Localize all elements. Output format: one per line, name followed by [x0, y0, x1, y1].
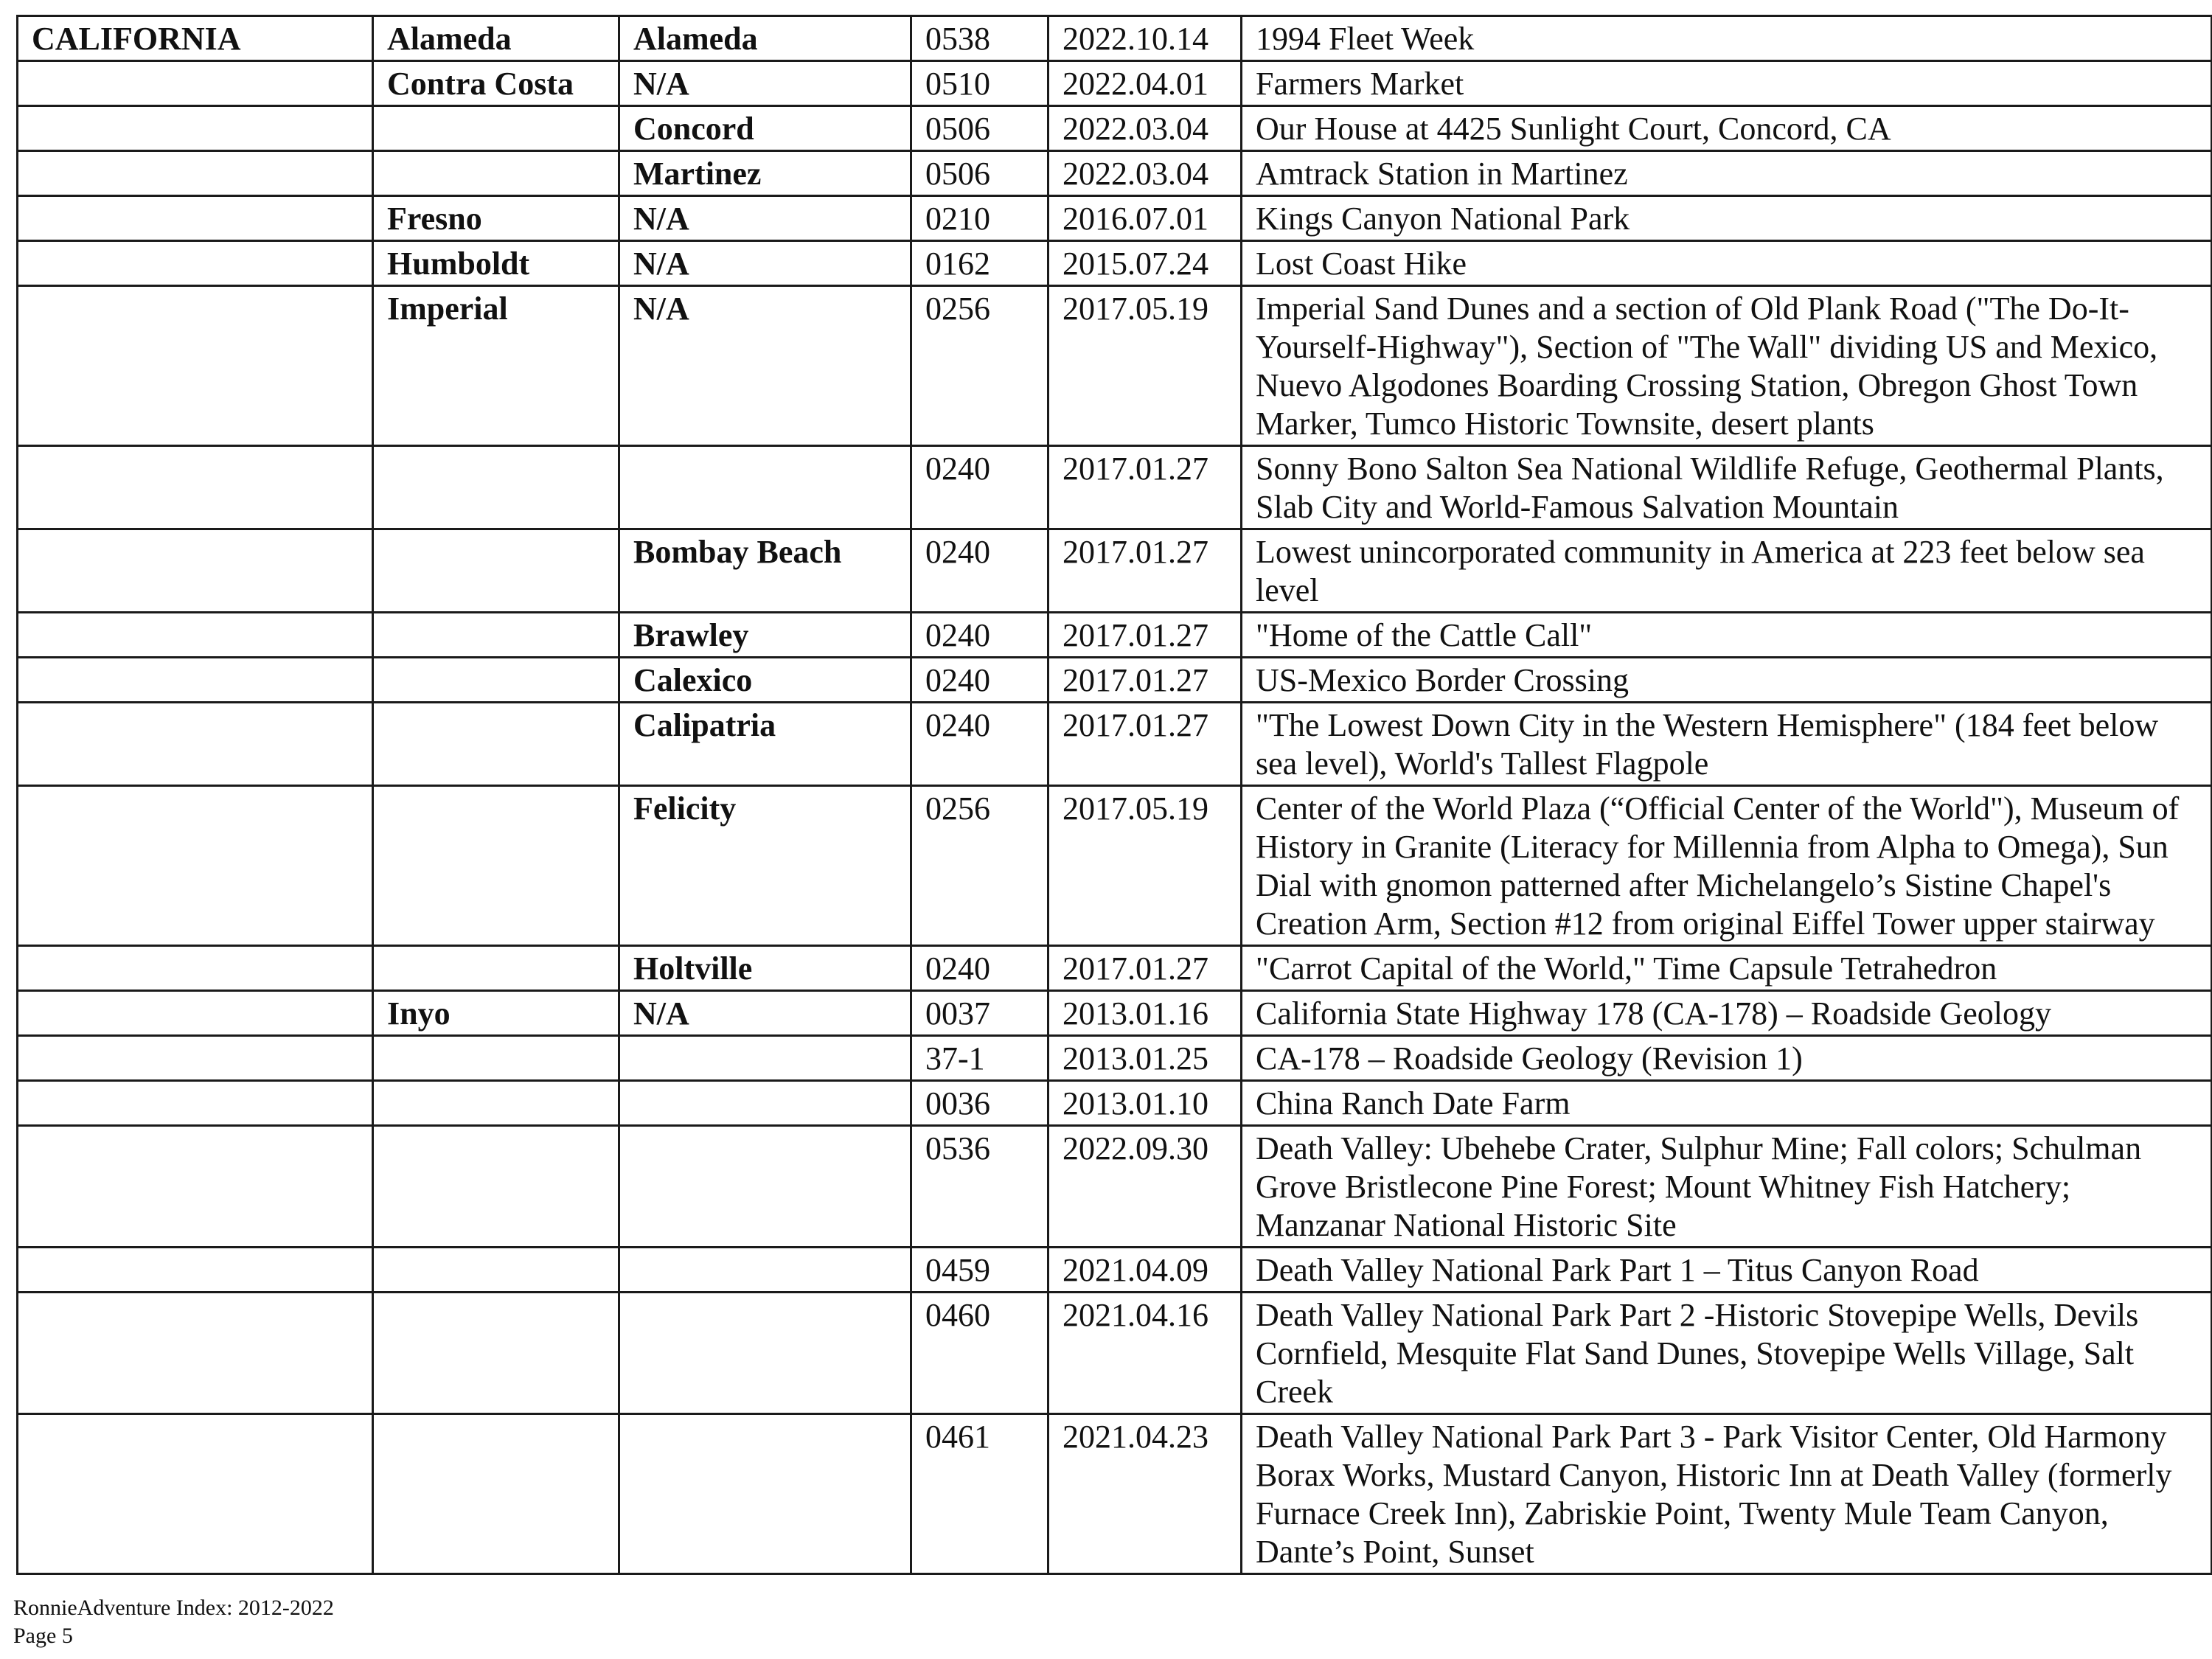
date-cell: 2022.03.04 — [1048, 151, 1242, 196]
description-cell: "The Lowest Down City in the Western Hemisphere" (184 feet below sea level), World's Tallest Flagpole — [1242, 703, 2212, 786]
county-cell: Fresno — [373, 196, 619, 241]
state-cell — [18, 1081, 373, 1126]
adventure-number-cell: 0036 — [911, 1081, 1048, 1126]
state-cell — [18, 613, 373, 658]
footer-title: RonnieAdventure Index: 2012-2022 — [13, 1596, 334, 1620]
adventure-number-cell: 0240 — [911, 703, 1048, 786]
date-cell: 2017.01.27 — [1048, 703, 1242, 786]
county-cell — [373, 946, 619, 991]
state-cell — [18, 1414, 373, 1574]
page-footer — [13, 1594, 334, 1650]
table-body — [18, 16, 2212, 1574]
county-cell — [373, 446, 619, 529]
date-cell: 2015.07.24 — [1048, 241, 1242, 286]
county-cell — [373, 613, 619, 658]
date-cell: 2017.05.19 — [1048, 286, 1242, 446]
city-cell: Alameda — [619, 16, 911, 61]
state-cell — [18, 1126, 373, 1248]
county-cell: Contra Costa — [373, 61, 619, 106]
county-cell — [373, 1248, 619, 1293]
date-cell: 2017.05.19 — [1048, 786, 1242, 946]
county-cell — [373, 658, 619, 703]
date-cell: 2021.04.16 — [1048, 1293, 1242, 1414]
table-row — [18, 1081, 2212, 1126]
county-cell: Humboldt — [373, 241, 619, 286]
state-cell — [18, 151, 373, 196]
adventure-number-cell: 0510 — [911, 61, 1048, 106]
adventure-number-cell: 0240 — [911, 529, 1048, 613]
city-cell — [619, 1036, 911, 1081]
description-cell: "Carrot Capital of the World," Time Capsule Tetrahedron — [1242, 946, 2212, 991]
description-cell: Farmers Market — [1242, 61, 2212, 106]
description-cell: California State Highway 178 (CA-178) – Roadside Geology — [1242, 991, 2212, 1036]
adventure-number-cell: 0162 — [911, 241, 1048, 286]
table-row — [18, 151, 2212, 196]
state-cell — [18, 1293, 373, 1414]
state-cell — [18, 703, 373, 786]
description-cell: Lowest unincorporated community in America at 223 feet below sea level — [1242, 529, 2212, 613]
date-cell: 2017.01.27 — [1048, 946, 1242, 991]
adventure-number-cell: 0461 — [911, 1414, 1048, 1574]
city-cell — [619, 446, 911, 529]
description-cell: CA-178 – Roadside Geology (Revision 1) — [1242, 1036, 2212, 1081]
table-row — [18, 529, 2212, 613]
state-cell — [18, 241, 373, 286]
city-cell — [619, 1293, 911, 1414]
table-row — [18, 446, 2212, 529]
city-cell: N/A — [619, 991, 911, 1036]
city-cell: Bombay Beach — [619, 529, 911, 613]
adventure-number-cell: 0240 — [911, 946, 1048, 991]
city-cell: Felicity — [619, 786, 911, 946]
table-row — [18, 703, 2212, 786]
date-cell: 2022.10.14 — [1048, 16, 1242, 61]
county-cell: Imperial — [373, 286, 619, 446]
adventure-number-cell: 0256 — [911, 786, 1048, 946]
date-cell: 2022.09.30 — [1048, 1126, 1242, 1248]
county-cell — [373, 151, 619, 196]
description-cell: 1994 Fleet Week — [1242, 16, 2212, 61]
county-cell — [373, 1036, 619, 1081]
state-cell — [18, 946, 373, 991]
city-cell: Brawley — [619, 613, 911, 658]
date-cell: 2017.01.27 — [1048, 658, 1242, 703]
city-cell: Calexico — [619, 658, 911, 703]
state-cell — [18, 61, 373, 106]
city-cell: Martinez — [619, 151, 911, 196]
state-cell — [18, 286, 373, 446]
date-cell: 2017.01.27 — [1048, 529, 1242, 613]
adventure-number-cell: 0460 — [911, 1293, 1048, 1414]
table-row — [18, 1293, 2212, 1414]
adventure-number-cell: 0037 — [911, 991, 1048, 1036]
county-cell — [373, 1414, 619, 1574]
adventure-number-cell: 0538 — [911, 16, 1048, 61]
table-row — [18, 61, 2212, 106]
date-cell: 2022.04.01 — [1048, 61, 1242, 106]
state-cell — [18, 529, 373, 613]
state-cell — [18, 658, 373, 703]
city-cell — [619, 1248, 911, 1293]
county-cell — [373, 529, 619, 613]
adventure-number-cell: 0536 — [911, 1126, 1048, 1248]
adventure-number-cell: 0240 — [911, 613, 1048, 658]
date-cell: 2016.07.01 — [1048, 196, 1242, 241]
footer-page-number: Page 5 — [13, 1624, 73, 1648]
table-row — [18, 786, 2212, 946]
description-cell: China Ranch Date Farm — [1242, 1081, 2212, 1126]
adventure-number-cell: 0210 — [911, 196, 1048, 241]
description-cell: Center of the World Plaza (“Official Center of the World"), Museum of History in Granite (Literacy for Millennia from Alpha to Omega), Sun Dial with gnomon patterned after Michelangelo’s Sistine Chapel's Creation Arm, Section #12 from original Eiffel Tower upper stairway — [1242, 786, 2212, 946]
state-cell — [18, 786, 373, 946]
county-cell — [373, 786, 619, 946]
city-cell: Holtville — [619, 946, 911, 991]
description-cell: US-Mexico Border Crossing — [1242, 658, 2212, 703]
description-cell: Imperial Sand Dunes and a section of Old Plank Road ("The Do-It-Yourself-Highway"), Section of "The Wall" dividing US and Mexico, Nuevo Algodones Boarding Crossing Station, Obregon Ghost Town Marker, Tumco Historic Townsite, desert plants — [1242, 286, 2212, 446]
table-row — [18, 241, 2212, 286]
county-cell — [373, 1293, 619, 1414]
adventure-index-table — [16, 15, 2212, 1575]
adventure-number-cell: 0459 — [911, 1248, 1048, 1293]
state-cell — [18, 446, 373, 529]
table-row — [18, 16, 2212, 61]
county-cell — [373, 106, 619, 151]
city-cell: N/A — [619, 241, 911, 286]
state-cell: CALIFORNIA — [18, 16, 373, 61]
city-cell: N/A — [619, 286, 911, 446]
table-row — [18, 106, 2212, 151]
county-cell: Alameda — [373, 16, 619, 61]
date-cell: 2013.01.25 — [1048, 1036, 1242, 1081]
date-cell: 2022.03.04 — [1048, 106, 1242, 151]
adventure-number-cell: 0506 — [911, 106, 1048, 151]
city-cell: Concord — [619, 106, 911, 151]
state-cell — [18, 1036, 373, 1081]
adventure-number-cell: 0240 — [911, 658, 1048, 703]
date-cell: 2013.01.10 — [1048, 1081, 1242, 1126]
description-cell: "Home of the Cattle Call" — [1242, 613, 2212, 658]
date-cell: 2021.04.23 — [1048, 1414, 1242, 1574]
table-row — [18, 613, 2212, 658]
adventure-number-cell: 0240 — [911, 446, 1048, 529]
table-row — [18, 946, 2212, 991]
city-cell: N/A — [619, 61, 911, 106]
description-cell: Lost Coast Hike — [1242, 241, 2212, 286]
county-cell: Inyo — [373, 991, 619, 1036]
table-row — [18, 1248, 2212, 1293]
description-cell: Death Valley: Ubehebe Crater, Sulphur Mine; Fall colors; Schulman Grove Bristlecone Pine Forest; Mount Whitney Fish Hatchery; Manzanar National Historic Site — [1242, 1126, 2212, 1248]
description-cell: Kings Canyon National Park — [1242, 196, 2212, 241]
state-cell — [18, 1248, 373, 1293]
table-row — [18, 1414, 2212, 1574]
city-cell — [619, 1414, 911, 1574]
date-cell: 2013.01.16 — [1048, 991, 1242, 1036]
description-cell: Death Valley National Park Part 3 - Park Visitor Center, Old Harmony Borax Works, Mustard Canyon, Historic Inn at Death Valley (formerly Furnace Creek Inn), Zabriskie Point, Twenty Mule Team Canyon, Dante’s Point, Sunset — [1242, 1414, 2212, 1574]
table-row — [18, 196, 2212, 241]
table-row — [18, 1036, 2212, 1081]
city-cell: N/A — [619, 196, 911, 241]
description-cell: Our House at 4425 Sunlight Court, Concord, CA — [1242, 106, 2212, 151]
table-row — [18, 991, 2212, 1036]
date-cell: 2017.01.27 — [1048, 613, 1242, 658]
county-cell — [373, 1126, 619, 1248]
city-cell — [619, 1081, 911, 1126]
state-cell — [18, 196, 373, 241]
state-cell — [18, 106, 373, 151]
county-cell — [373, 1081, 619, 1126]
state-cell — [18, 991, 373, 1036]
description-cell: Death Valley National Park Part 1 – Titus Canyon Road — [1242, 1248, 2212, 1293]
adventure-number-cell: 0256 — [911, 286, 1048, 446]
date-cell: 2017.01.27 — [1048, 446, 1242, 529]
table-row — [18, 658, 2212, 703]
description-cell: Sonny Bono Salton Sea National Wildlife Refuge, Geothermal Plants, Slab City and World-Famous Salvation Mountain — [1242, 446, 2212, 529]
adventure-number-cell: 0506 — [911, 151, 1048, 196]
city-cell: Calipatria — [619, 703, 911, 786]
date-cell: 2021.04.09 — [1048, 1248, 1242, 1293]
city-cell — [619, 1126, 911, 1248]
table-row — [18, 1126, 2212, 1248]
description-cell: Amtrack Station in Martinez — [1242, 151, 2212, 196]
county-cell — [373, 703, 619, 786]
adventure-number-cell: 37-1 — [911, 1036, 1048, 1081]
description-cell: Death Valley National Park Part 2 -Historic Stovepipe Wells, Devils Cornfield, Mesquite Flat Sand Dunes, Stovepipe Wells Village, Salt Creek — [1242, 1293, 2212, 1414]
table-row — [18, 286, 2212, 446]
